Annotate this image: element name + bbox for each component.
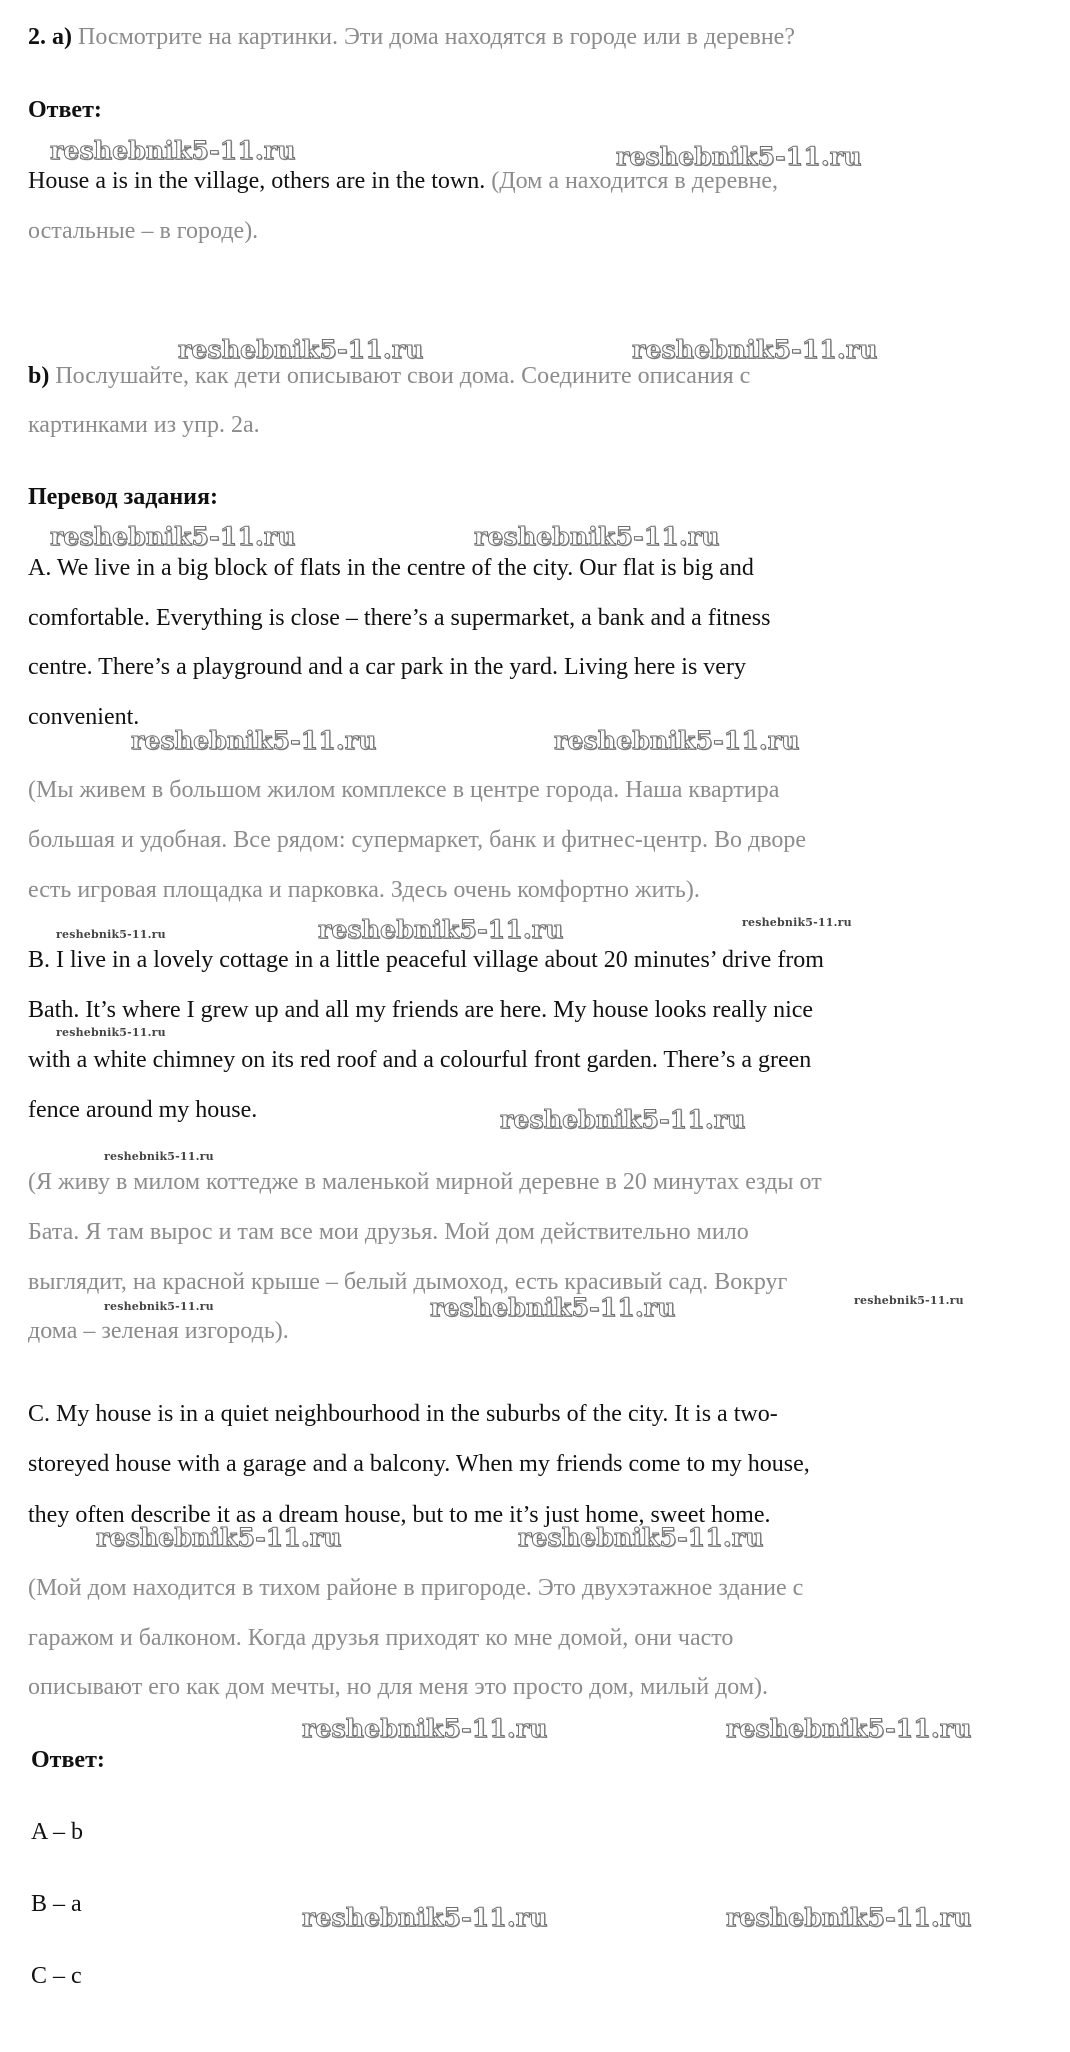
text-a-ru-line: большая и удобная. Все рядом: супермаркет, банк и фитнес-центр. Во дворе <box>28 827 807 853</box>
task-number: 2. a) <box>28 24 72 50</box>
task-2b-question: Послушайте, как дети описывают свои дома. Соедините описания с <box>55 363 751 389</box>
text-c-ru-line: гаражом и балконом. Когда друзья приходят ко мне домой, они часто <box>28 1625 734 1651</box>
translation-label: Перевод задания: <box>28 484 218 510</box>
watermark-small: reshebnik5-11.ru <box>854 1294 964 1307</box>
text-a-en-line: A. We live in a big block of flats in the centre of the city. Our flat is big and <box>28 555 754 581</box>
watermark: reshebnik5-11.ru <box>500 1105 746 1134</box>
match-item: B – a <box>31 1891 82 1917</box>
watermark: reshebnik5-11.ru <box>131 726 377 755</box>
watermark: reshebnik5-11.ru <box>318 915 564 944</box>
text-b-en-line: B. I live in a lovely cottage in a little peaceful village about 20 minutes’ drive from <box>28 947 824 973</box>
answer-label: Ответ: <box>28 97 102 123</box>
text-c-en-line: storeyed house with a garage and a balcony. When my friends come to my house, <box>28 1451 810 1477</box>
answer-2a-russian-cont: остальные – в городе). <box>28 218 259 244</box>
watermark: reshebnik5-11.ru <box>474 522 720 551</box>
text-b-en-line: Bath. It’s where I grew up and all my friends are here. My house looks really nice <box>28 997 814 1023</box>
watermark: reshebnik5-11.ru <box>726 1903 972 1932</box>
match-item: C – c <box>31 1963 82 1989</box>
text-b-ru-line: Бата. Я там вырос и там все мои друзья. Мой дом действительно мило <box>28 1219 749 1245</box>
watermark: reshebnik5-11.ru <box>178 335 424 364</box>
watermark: reshebnik5-11.ru <box>726 1714 972 1743</box>
watermark-small: reshebnik5-11.ru <box>56 1026 166 1039</box>
answer-2a-russian: (Дом a находится в деревне, <box>491 168 779 194</box>
text-a-en-line: centre. There’s a playground and a car park in the yard. Living here is very <box>28 654 746 680</box>
task-letter: b) <box>28 363 50 389</box>
text-b-en-line: with a white chimney on its red roof and a colourful front garden. There’s a green <box>28 1047 812 1073</box>
watermark-small: reshebnik5-11.ru <box>104 1300 214 1313</box>
watermark: reshebnik5-11.ru <box>302 1903 548 1932</box>
watermark: reshebnik5-11.ru <box>518 1523 764 1552</box>
watermark: reshebnik5-11.ru <box>632 335 878 364</box>
text-c-en-line: C. My house is in a quiet neighbourhood in the suburbs of the city. It is a two- <box>28 1401 778 1427</box>
watermark: reshebnik5-11.ru <box>430 1293 676 1322</box>
text-b-ru-line: дома – зеленая изгородь). <box>28 1318 289 1344</box>
watermark: reshebnik5-11.ru <box>50 136 296 165</box>
answer-2a-english: House a is in the village, others are in the town. <box>28 168 486 194</box>
watermark: reshebnik5-11.ru <box>554 726 800 755</box>
watermark-small: reshebnik5-11.ru <box>56 928 166 941</box>
text-c-en-line: they often describe it as a dream house, but to me it’s just home, sweet home. <box>28 1502 771 1528</box>
final-answer-label: Ответ: <box>31 1747 105 1773</box>
task-2a-question: Посмотрите на картинки. Эти дома находятся в городе или в деревне? <box>78 24 795 50</box>
watermark-small: reshebnik5-11.ru <box>742 916 852 929</box>
text-b-ru-line: (Я живу в милом коттедже в маленькой мирной деревне в 20 минутах езды от <box>28 1169 822 1195</box>
text-a-en-line: convenient. <box>28 704 140 730</box>
watermark: reshebnik5-11.ru <box>96 1523 342 1552</box>
text-c-ru-line: описывают его как дом мечты, но для меня это просто дом, милый дом). <box>28 1674 768 1700</box>
match-item: A – b <box>31 1819 84 1845</box>
text-a-ru-line: есть игровая площадка и парковка. Здесь очень комфортно жить). <box>28 877 700 903</box>
watermark: reshebnik5-11.ru <box>50 522 296 551</box>
task-2a-heading <box>28 22 795 52</box>
watermark: reshebnik5-11.ru <box>302 1714 548 1743</box>
task-2b-question-cont: картинками из упр. 2a. <box>28 412 260 438</box>
watermark-small: reshebnik5-11.ru <box>104 1150 214 1163</box>
task-2b-heading <box>28 361 750 391</box>
text-a-ru-line: (Мы живем в большом жилом комплексе в центре города. Наша квартира <box>28 777 780 803</box>
text-a-en-line: comfortable. Everything is close – there’s a supermarket, a bank and a fitness <box>28 605 771 631</box>
text-b-en-line: fence around my house. <box>28 1097 258 1123</box>
watermark: reshebnik5-11.ru <box>616 142 862 171</box>
text-c-ru-line: (Мой дом находится в тихом районе в пригороде. Это двухэтажное здание с <box>28 1575 804 1601</box>
text-b-ru-line: выглядит, на красной крыше – белый дымоход, есть красивый сад. Вокруг <box>28 1269 788 1295</box>
